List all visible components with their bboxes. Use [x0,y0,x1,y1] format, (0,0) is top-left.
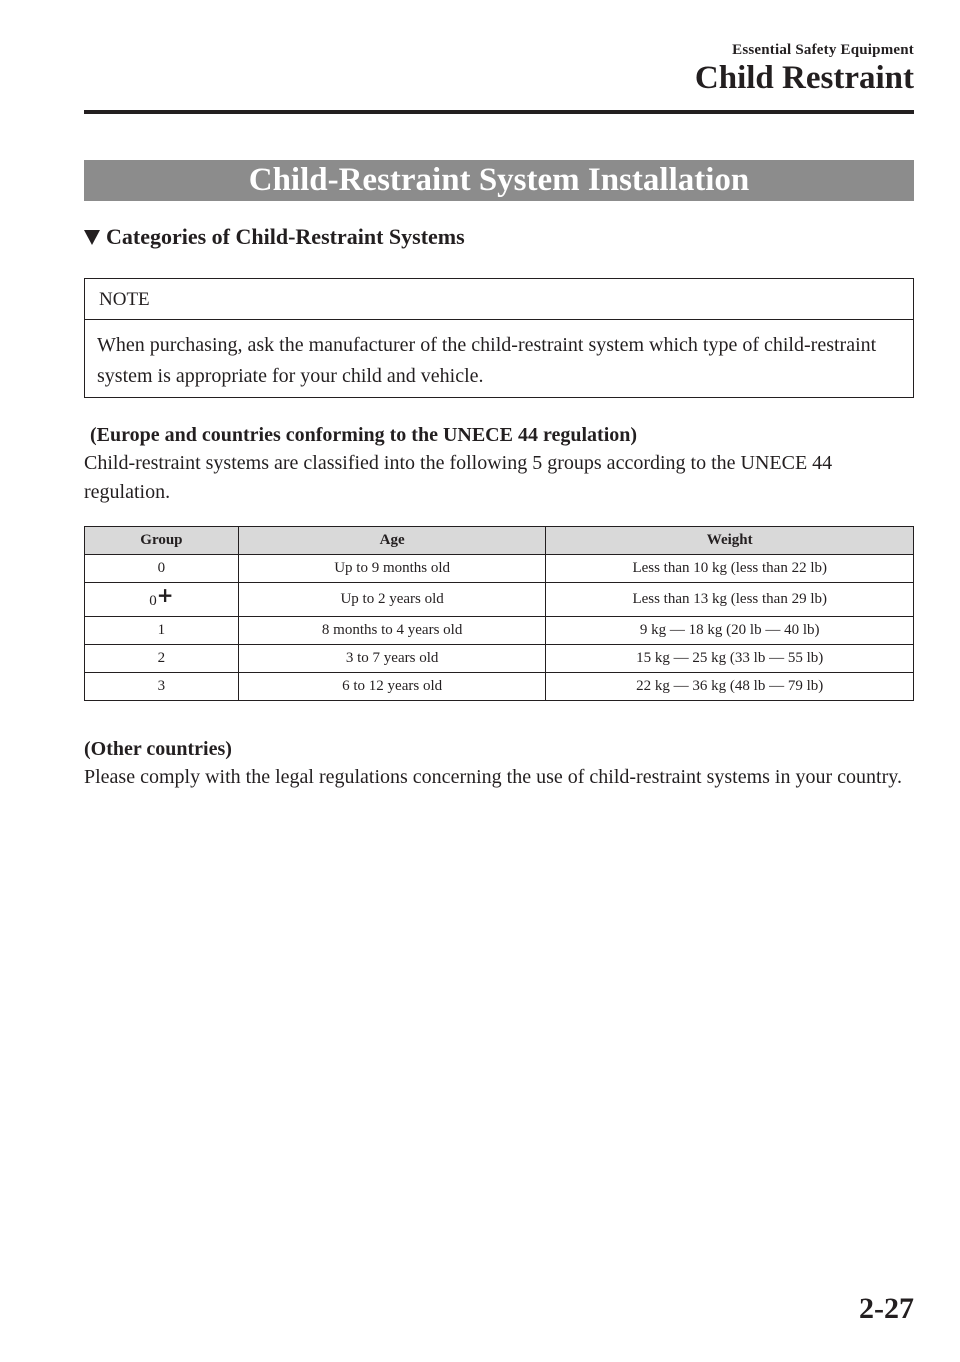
note-text: When purchasing, ask the manufacturer of the child-restraint system which type of child-restraint system is appropriate for your child and vehicle. [97,334,877,387]
table-row [85,617,914,645]
table-row [85,583,914,617]
header-age: Age [238,527,546,555]
section-title: Essential Safety Equipment [732,42,914,58]
group-cell: 2 [85,645,239,673]
weight-cell: 22 kg — 36 kg (48 lb — 79 lb) [546,673,914,701]
group-cell: 3 [85,673,239,701]
table-row [85,555,914,583]
other-title: (Other countries) [84,738,232,760]
group-cell: 0 [85,555,239,583]
europe-title: (Europe and countries conforming to the UNECE 44 regulation) [90,424,638,446]
plus-icon: + [156,582,174,607]
note-title: NOTE [85,279,913,320]
groups-table [84,526,914,701]
age-cell: Up to 9 months old [238,555,546,583]
table-row [85,673,914,701]
weight-cell: 15 kg — 25 kg (33 lb — 55 lb) [546,645,914,673]
group-cell: 1 [85,617,239,645]
header-weight: Weight [546,527,914,555]
page-number: 2-27 [859,1292,914,1325]
page-header [695,42,914,96]
age-cell: 3 to 7 years old [238,645,546,673]
down-triangle-icon [84,230,100,245]
age-cell: Up to 2 years old [238,583,546,617]
age-cell: 8 months to 4 years old [238,617,546,645]
subheading [84,224,465,250]
europe-text: Child-restraint systems are classified into the following 5 groups according to the UNECE 44 regulation. [84,452,833,503]
table-row [85,645,914,673]
header-group: Group [85,527,239,555]
header-rule [84,110,914,114]
age-cell: 6 to 12 years old [238,673,546,701]
weight-cell: Less than 10 kg (less than 22 lb) [546,555,914,583]
section-banner: Child-Restraint System Installation [84,160,914,201]
subheading-text: Categories of Child-Restraint Systems [106,224,465,249]
chapter-title: Child Restraint [694,60,914,96]
weight-cell: 9 kg — 18 kg (20 lb — 40 lb) [546,617,914,645]
table-header-row [85,527,914,555]
note-box [84,278,914,398]
group-cell-text: 0 [149,592,157,609]
weight-cell: Less than 13 kg (less than 29 lb) [546,583,914,617]
other-text: Please comply with the legal regulations concerning the use of child-restraint systems in your country. [84,766,902,788]
group-cell [85,583,239,617]
